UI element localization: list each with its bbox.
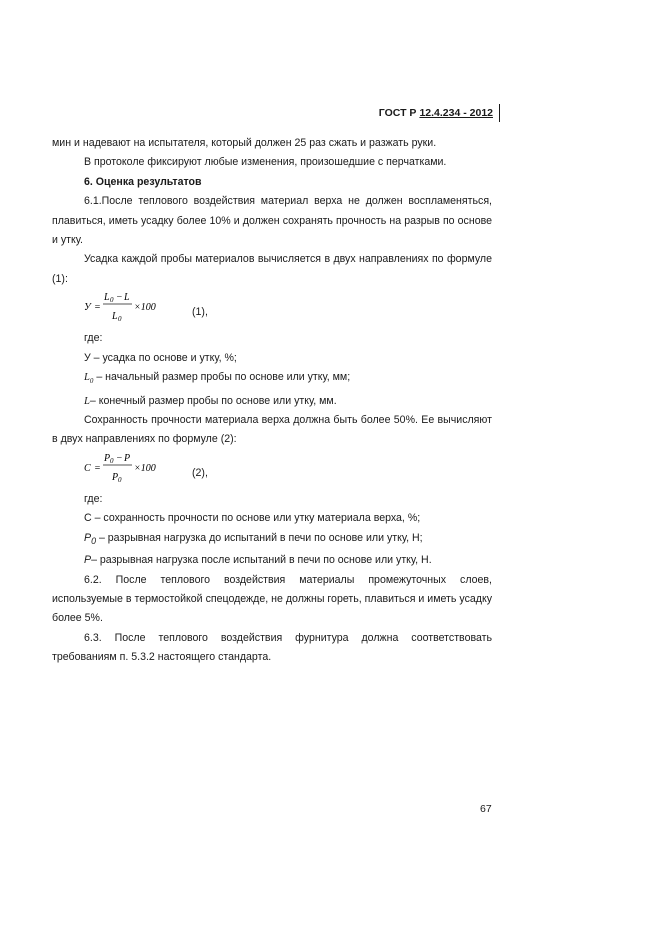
section-heading-results: 6. Оценка результатов xyxy=(84,175,202,188)
formula-1-eq: = xyxy=(94,302,101,314)
formula-2-minus: − xyxy=(116,452,123,464)
standard-number: 12.4.234 - 2012 xyxy=(419,107,493,119)
symbol-l0: $L_0$ xyxy=(84,372,94,386)
formula-1 xyxy=(84,289,164,325)
paragraph-6-2: 6.2. После теплового воздействия материалы промежуточных слоев, используемые в термостойкой спецодежде, не должны гореть, плавиться и иметь усадку более 5%. xyxy=(52,573,492,625)
where-label-1: где: xyxy=(84,332,103,345)
formula-1-number: (1), xyxy=(192,306,208,319)
formula-2-number: (2), xyxy=(192,466,208,479)
paragraph-6-1: 6.1.После теплового воздействия материал верха не должен воспламеняться, плавиться, иметь усадку более 10% и должен сохранять прочность на разрыв по основе и утку. xyxy=(52,195,492,247)
paragraph-6-3: 6.3. После теплового воздействия фурнитура должна соответствовать требованиям п. 5.3.2 настоящего стандарта. xyxy=(52,631,492,664)
definition-u: У – усадка по основе и утку, %; xyxy=(84,351,237,364)
formula-2-times: ×100 xyxy=(134,462,156,474)
symbol-l: L xyxy=(84,395,90,407)
formula-2-num-p: P xyxy=(124,452,131,464)
symbol-p0: $P_0$ xyxy=(84,531,96,546)
definition-p: P– разрывная нагрузка после испытаний в печи по основе или утку, Н. xyxy=(84,554,432,567)
paragraph-glove-test: мин и надевают на испытателя, который должен 25 раз сжать и разжать руки. xyxy=(52,137,437,149)
paragraph-strength: Сохранность прочности материала верха должна быть более 50%. Ее вычисляют в двух направлениях по формуле (2): xyxy=(52,413,492,446)
symbol-p: P xyxy=(84,554,92,567)
formula-2-c: С xyxy=(84,462,91,474)
formula-1-num-l0-sub: 0 xyxy=(110,296,114,305)
formula-2-num-p0-sub: 0 xyxy=(110,456,114,465)
header-divider xyxy=(499,104,500,122)
page-header xyxy=(379,107,493,119)
definition-l: L– конечный размер пробы по основе или утку, мм. xyxy=(84,394,337,407)
formula-1-minus: − xyxy=(116,292,123,304)
formula-1-num-l: L xyxy=(124,292,130,304)
formula-1-u: У xyxy=(84,302,91,314)
formula-2-num-p0: P xyxy=(104,452,111,464)
standard-prefix: ГОСТ Р xyxy=(378,107,417,119)
formula-1-den-l0-sub: 0 xyxy=(118,315,122,324)
definition-l0: $L_0$ – начальный размер пробы по основе или утку, мм; xyxy=(84,371,351,386)
formula-2-den-p0-sub: 0 xyxy=(118,475,122,484)
formula-1-num-l0: L xyxy=(104,292,110,304)
formula-2-row xyxy=(84,450,492,490)
paragraph-shrinkage: Усадка каждой пробы материалов вычисляется в двух направлениях по формуле (1): xyxy=(52,253,492,285)
formula-1-row xyxy=(84,289,492,329)
where-label-2: где: xyxy=(84,492,103,505)
definition-p0: $P_0$ – разрывная нагрузка до испытаний в печи по основе или утку, Н; xyxy=(84,531,423,546)
formula-2-eq: = xyxy=(94,462,101,474)
definition-c: С – сохранность прочности по основе или утку материала верха, %; xyxy=(84,512,421,525)
document-body xyxy=(52,134,492,668)
formula-2 xyxy=(84,450,164,486)
page-number: 67 xyxy=(480,803,492,815)
formula-1-den-l0: L xyxy=(112,311,118,323)
formula-2-den-p0: P xyxy=(112,471,119,483)
paragraph-protocol: В протоколе фиксируют любые изменения, произошедшие с перчатками. xyxy=(84,156,447,169)
formula-1-times: ×100 xyxy=(134,302,156,314)
